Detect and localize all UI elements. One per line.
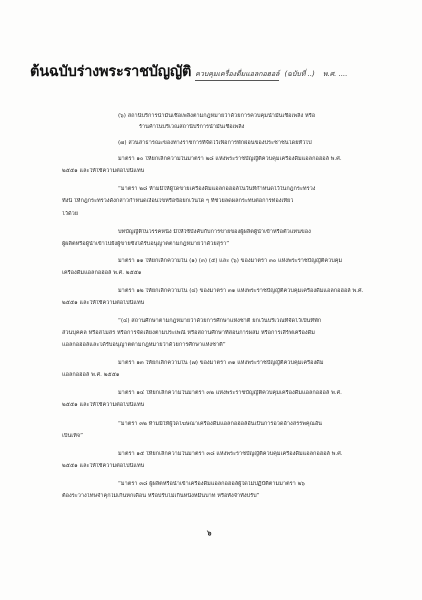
body-line: ทั้งนี้ ให้กฎกระทรวงดังกล่าวกำหนดเงื่อนไขหรือข้อยกเว้นใด ๆ ที่ช่วยลดผลกระทบต่อการท่องเที่ยว — [62, 198, 294, 204]
body-line: (๗) สวนสาธารณะของทางราชการที่จัดไว้เพื่อการพักผ่อนของประชาชนโดยทั่วไป — [118, 140, 312, 146]
handwritten-note: ควบคุมเครื่องดื่มแอลกอฮอล์ — [195, 69, 279, 81]
page-number: ๖ — [207, 529, 212, 537]
body-line: (๖) สถานีบริการน้ำมันเชื้อเพลิงตามกฎหมายว่าด้วยการควบคุมน้ำมันเชื้อเพลิง หรือ — [118, 113, 316, 119]
handwritten-edition: (ฉบับที่ ..) — [284, 70, 315, 78]
body-line: มาตรา ๑๕ ให้ยกเลิกความในมาตรา ๓๘ แห่งพระราชบัญญัติควบคุมเครื่องดื่มแอลกอฮอล์ พ.ศ. — [118, 451, 343, 457]
body-line: เครื่องดื่มแอลกอฮอล์ พ.ศ. ๒๕๕๑ — [62, 270, 142, 276]
body-line: มาตรา ๑๔ ให้ยกเลิกความในมาตรา ๓๒ แห่งพระราชบัญญัติควบคุมเครื่องดื่มแอลกอฮอล์ พ.ศ. — [118, 390, 342, 396]
body-line: แอลกอฮอล์และได้รับอนุญาตตามกฎหมายว่าด้วยการศึกษาแห่งชาติ” — [62, 342, 226, 348]
body-line: “มาตรา ๓๘ ผู้ผลิตหรือนำเข้าเครื่องดื่มแอลกอฮอล์ผู้ใดไม่ปฏิบัติตามมาตรา ๒๖ — [118, 481, 305, 487]
body-line: “มาตรา ๒๘ ห้ามมิให้ผู้ใดขายเครื่องดื่มแอลกอฮอล์ในวันที่กำหนดไว้ในกฎกระทรวง — [118, 186, 316, 192]
body-line: ๒๕๕๑ และให้ใช้ความต่อไปนี้แทน — [62, 300, 145, 306]
body-line: ผู้ผลิตหรือผู้นำเข้าไปยังผู้ขายซึ่งได้รับอนุญาตตามกฎหมายว่าด้วยสุรา” — [62, 241, 230, 247]
body-line: บทบัญญัติในวรรคหนึ่ง มิให้ใช้บังคับกับการขายของผู้ผลิตผู้นำเข้าหรือตัวแทนของ — [118, 229, 311, 235]
body-line: มาตรา ๑๐ ให้ยกเลิกความในมาตรา ๒๘ แห่งพระราชบัญญัติควบคุมเครื่องดื่มแอลกอฮอล์ พ.ศ. — [118, 156, 342, 162]
body-line: ส่วนบุคคล หรือสโมสร หรือการจัดเลี้ยงตามประเพณี หรือสถานศึกษาที่สอนการผสม หรือการเสิร์ฟเครื่องดื่ม — [62, 330, 315, 336]
body-line: ต้องระวางโทษจำคุกไม่เกินหกเดือน หรือปรับไม่เกินหนึ่งหมื่นบาท หรือทั้งจำทั้งปรับ” — [62, 493, 260, 499]
body-line: แอลกอฮอล์ พ.ศ. ๒๕๕๑ — [62, 372, 120, 378]
document-title: ต้นฉบับร่างพระราชบัญญัติ — [30, 64, 192, 80]
body-line: ๒๕๕๑ และให้ใช้ความต่อไปนี้แทน — [62, 168, 145, 174]
body-line: “มาตรา ๓๒ ห้ามมิให้ผู้ใดโฆษณาเครื่องดื่มแอลกอฮอล์อันเป็นการอวดอ้างสรรพคุณอัน — [118, 421, 323, 427]
body-line: ๒๕๕๑ และให้ใช้ความต่อไปนี้แทน — [62, 402, 145, 408]
body-line: ไว้ด้วย — [62, 211, 79, 217]
body-line: ๒๕๕๑ และให้ใช้ความต่อไปนี้แทน — [62, 463, 145, 469]
body-line: มาตรา ๑๓ ให้ยกเลิกความใน (๗) ของมาตรา ๓๑ แห่งพระราชบัญญัติควบคุมเครื่องดื่ม — [118, 360, 324, 366]
body-line: “(๔) สถานศึกษาตามกฎหมายว่าด้วยการศึกษาแห่งชาติ ยกเว้นบริเวณที่จัดไว้เป็นที่พัก — [118, 318, 322, 324]
body-line: ร้านค้าในบริเวณสถานีบริการน้ำมันเชื้อเพลิง — [139, 124, 245, 130]
handwritten-year: พ.ศ. .... — [322, 70, 348, 78]
body-line: เป็นเท็จ” — [62, 433, 84, 439]
body-line: มาตรา ๑๒ ให้ยกเลิกความใน (๔) ของมาตรา ๓๑ แห่งพระราชบัญญัติควบคุมเครื่องดื่มแอลกอฮอล์ พ.ศ. — [118, 288, 364, 294]
body-line: มาตรา ๑๑ ให้ยกเลิกความใน (๑) (๓) (๕) และ (๖) ของมาตรา ๓๐ แห่งพระราชบัญญัติควบคุม — [118, 258, 343, 264]
